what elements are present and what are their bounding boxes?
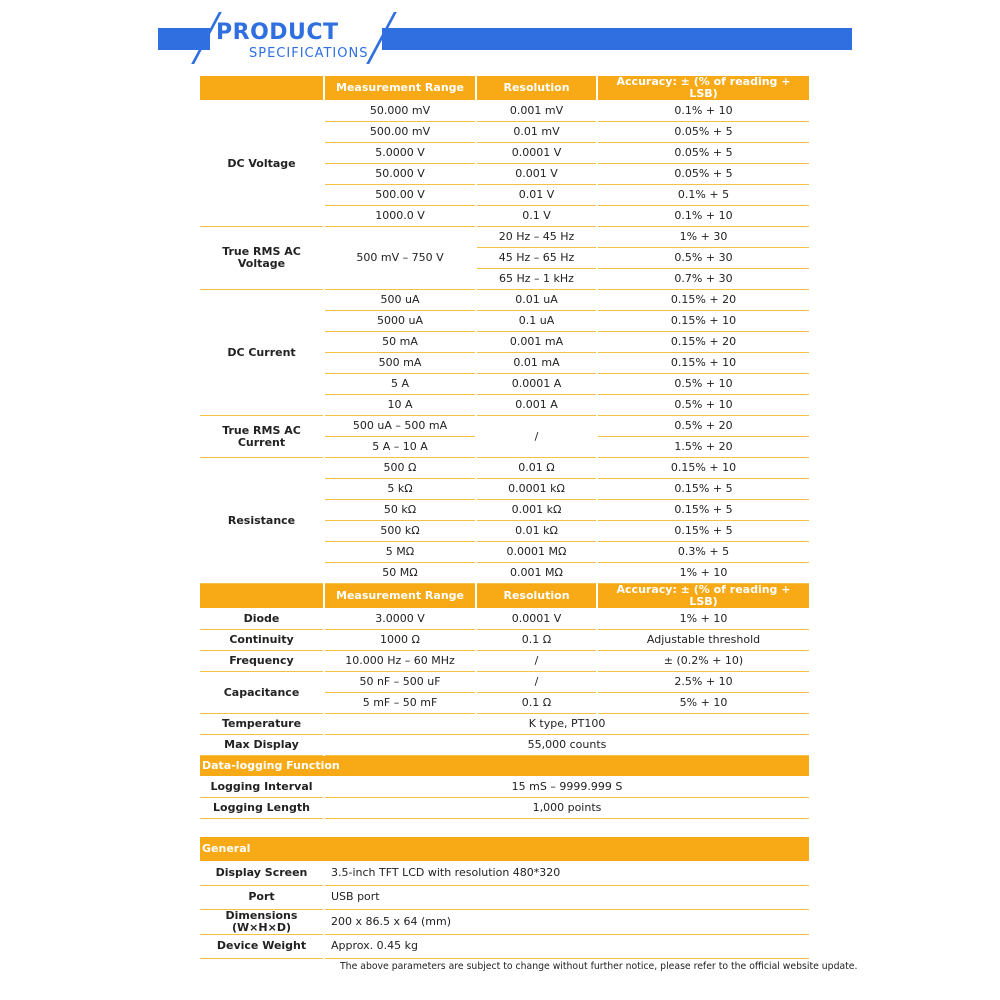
resistance-label: Resistance bbox=[199, 458, 324, 584]
port-value: USB port bbox=[324, 885, 810, 909]
resolution-cell: 0.001 A bbox=[476, 395, 597, 416]
table-row bbox=[199, 227, 810, 248]
resolution-cell: 0.001 mV bbox=[476, 101, 597, 122]
dc-current-label: DC Current bbox=[199, 290, 324, 416]
accuracy-cell: 0.15% + 10 bbox=[597, 311, 810, 332]
display-screen-value: 3.5-inch TFT LCD with resolution 480*320 bbox=[324, 861, 810, 885]
dc-voltage-label: DC Voltage bbox=[199, 101, 324, 227]
table-row bbox=[199, 609, 810, 630]
resolution-cell: 0.001 mA bbox=[476, 332, 597, 353]
resolution-cell: 0.1 uA bbox=[476, 311, 597, 332]
port-label: Port bbox=[199, 885, 324, 909]
range-cell: 10.000 Hz – 60 MHz bbox=[324, 651, 476, 672]
dimensions-label: Dimensions (W×H×D) bbox=[199, 909, 324, 934]
accuracy-cell: 1% + 10 bbox=[597, 609, 810, 630]
general-title: General bbox=[199, 837, 810, 861]
resolution-cell: 0.1 Ω bbox=[476, 693, 597, 714]
resolution-cell: 0.1 Ω bbox=[476, 630, 597, 651]
max-display-label: Max Display bbox=[199, 735, 324, 756]
resolution-cell: 0.0001 A bbox=[476, 374, 597, 395]
frequency-band-cell: 20 Hz – 45 Hz bbox=[476, 227, 597, 248]
accuracy-cell: 1% + 10 bbox=[597, 563, 810, 584]
datalogging-title: Data-logging Function bbox=[199, 756, 810, 777]
accuracy-cell: 0.15% + 20 bbox=[597, 290, 810, 311]
table-row bbox=[199, 934, 810, 958]
accuracy-cell: 0.1% + 5 bbox=[597, 185, 810, 206]
header-accuracy: Accuracy: ± (% of reading + LSB) bbox=[597, 76, 810, 101]
device-weight-value: Approx. 0.45 kg bbox=[324, 934, 810, 958]
accuracy-cell: 2.5% + 10 bbox=[597, 672, 810, 693]
diode-label: Diode bbox=[199, 609, 324, 630]
range-cell: 1000.0 V bbox=[324, 206, 476, 227]
table-row bbox=[199, 909, 810, 934]
header-resolution: Resolution bbox=[476, 584, 597, 609]
frequency-band-cell: 45 Hz – 65 Hz bbox=[476, 248, 597, 269]
table-row bbox=[199, 885, 810, 909]
table-row bbox=[199, 735, 810, 756]
range-cell: 500 uA – 500 mA bbox=[324, 416, 476, 437]
resolution-cell: 0.0001 V bbox=[476, 609, 597, 630]
range-cell: 5000 uA bbox=[324, 311, 476, 332]
table-row bbox=[199, 798, 810, 819]
header-function-cell bbox=[199, 584, 324, 609]
ac-voltage-label: True RMS AC Voltage bbox=[199, 227, 324, 290]
banner-bar-right bbox=[382, 28, 852, 50]
accuracy-cell: Adjustable threshold bbox=[597, 630, 810, 651]
range-cell: 50 nF – 500 uF bbox=[324, 672, 476, 693]
range-cell: 50 mA bbox=[324, 332, 476, 353]
resolution-cell: 0.001 V bbox=[476, 164, 597, 185]
resolution-cell: 0.01 Ω bbox=[476, 458, 597, 479]
temperature-label: Temperature bbox=[199, 714, 324, 735]
accuracy-cell: 0.5% + 10 bbox=[597, 374, 810, 395]
banner-subtitle: SPECIFICATIONS bbox=[249, 46, 369, 61]
resolution-cell: 0.01 mA bbox=[476, 353, 597, 374]
table-row bbox=[199, 630, 810, 651]
range-cell: 500 kΩ bbox=[324, 521, 476, 542]
table-row bbox=[199, 672, 810, 693]
header-accuracy: Accuracy: ± (% of reading + LSB) bbox=[597, 584, 810, 609]
resolution-cell: 0.01 kΩ bbox=[476, 521, 597, 542]
table-row bbox=[199, 458, 810, 479]
resolution-cell: 0.1 V bbox=[476, 206, 597, 227]
accuracy-cell: 0.5% + 30 bbox=[597, 248, 810, 269]
range-cell: 5 A – 10 A bbox=[324, 437, 476, 458]
ac-voltage-range: 500 mV – 750 V bbox=[324, 227, 476, 290]
range-cell: 5 kΩ bbox=[324, 479, 476, 500]
accuracy-cell: 1% + 30 bbox=[597, 227, 810, 248]
header-resolution: Resolution bbox=[476, 76, 597, 101]
resolution-cell: 0.001 kΩ bbox=[476, 500, 597, 521]
range-cell: 5.0000 V bbox=[324, 143, 476, 164]
header-range: Measurement Range bbox=[324, 584, 476, 609]
range-cell: 50.000 mV bbox=[324, 101, 476, 122]
range-cell: 500.00 V bbox=[324, 185, 476, 206]
logging-length-label: Logging Length bbox=[199, 798, 324, 819]
accuracy-cell: 0.05% + 5 bbox=[597, 143, 810, 164]
general-section-header bbox=[199, 837, 810, 861]
range-cell: 10 A bbox=[324, 395, 476, 416]
accuracy-cell: 0.15% + 5 bbox=[597, 521, 810, 542]
resolution-cell: 0.0001 V bbox=[476, 143, 597, 164]
resolution-cell: 0.0001 MΩ bbox=[476, 542, 597, 563]
datalogging-section-header bbox=[199, 756, 810, 777]
accuracy-cell: 0.5% + 10 bbox=[597, 395, 810, 416]
dimensions-value: 200 x 86.5 x 64 (mm) bbox=[324, 909, 810, 934]
range-cell: 1000 Ω bbox=[324, 630, 476, 651]
table-row bbox=[199, 777, 810, 798]
range-cell: 50 kΩ bbox=[324, 500, 476, 521]
resolution-cell: 0.001 MΩ bbox=[476, 563, 597, 584]
device-weight-label: Device Weight bbox=[199, 934, 324, 958]
accuracy-cell: 0.15% + 20 bbox=[597, 332, 810, 353]
accuracy-cell: 5% + 10 bbox=[597, 693, 810, 714]
accuracy-cell: 0.1% + 10 bbox=[597, 206, 810, 227]
resolution-cell: 0.01 mV bbox=[476, 122, 597, 143]
table-row bbox=[199, 290, 810, 311]
accuracy-cell: 0.7% + 30 bbox=[597, 269, 810, 290]
range-cell: 5 mF – 50 mF bbox=[324, 693, 476, 714]
accuracy-cell: 0.15% + 5 bbox=[597, 479, 810, 500]
accuracy-cell: 1.5% + 20 bbox=[597, 437, 810, 458]
resolution-cell: 0.01 V bbox=[476, 185, 597, 206]
temperature-value: K type, PT100 bbox=[324, 714, 810, 735]
table-row bbox=[199, 651, 810, 672]
accuracy-cell: 0.15% + 5 bbox=[597, 500, 810, 521]
general-spec-table bbox=[198, 837, 811, 959]
resolution-cell: / bbox=[476, 672, 597, 693]
table-header-row-2 bbox=[199, 584, 810, 609]
range-cell: 500.00 mV bbox=[324, 122, 476, 143]
range-cell: 500 uA bbox=[324, 290, 476, 311]
range-cell: 500 Ω bbox=[324, 458, 476, 479]
disclaimer-footnote: The above parameters are subject to change without further notice, please refer to the official website update. bbox=[340, 961, 858, 972]
resolution-cell: 0.01 uA bbox=[476, 290, 597, 311]
logging-interval-value: 15 mS – 9999.999 S bbox=[324, 777, 810, 798]
header-range: Measurement Range bbox=[324, 76, 476, 101]
accuracy-cell: 0.3% + 5 bbox=[597, 542, 810, 563]
ac-current-label: True RMS AC Current bbox=[199, 416, 324, 458]
ac-current-resolution: / bbox=[476, 416, 597, 458]
table-row bbox=[199, 101, 810, 122]
logging-length-value: 1,000 points bbox=[324, 798, 810, 819]
accuracy-cell: 0.05% + 5 bbox=[597, 164, 810, 185]
resolution-cell: 0.0001 kΩ bbox=[476, 479, 597, 500]
spec-banner bbox=[0, 0, 1000, 75]
header-function-cell bbox=[199, 76, 324, 101]
logging-interval-label: Logging Interval bbox=[199, 777, 324, 798]
accuracy-cell: 0.5% + 20 bbox=[597, 416, 810, 437]
accuracy-cell: 0.05% + 5 bbox=[597, 122, 810, 143]
resolution-cell: / bbox=[476, 651, 597, 672]
range-cell: 5 MΩ bbox=[324, 542, 476, 563]
accuracy-cell: 0.15% + 10 bbox=[597, 458, 810, 479]
continuity-label: Continuity bbox=[199, 630, 324, 651]
table-header-row bbox=[199, 76, 810, 101]
table-row bbox=[199, 714, 810, 735]
range-cell: 50.000 V bbox=[324, 164, 476, 185]
range-cell: 5 A bbox=[324, 374, 476, 395]
table-row bbox=[199, 416, 810, 437]
range-cell: 50 MΩ bbox=[324, 563, 476, 584]
accuracy-cell: 0.1% + 10 bbox=[597, 101, 810, 122]
measurement-spec-table bbox=[198, 76, 811, 819]
display-screen-label: Display Screen bbox=[199, 861, 324, 885]
banner-title: PRODUCT bbox=[216, 20, 339, 45]
max-display-value: 55,000 counts bbox=[324, 735, 810, 756]
range-cell: 500 mA bbox=[324, 353, 476, 374]
frequency-label: Frequency bbox=[199, 651, 324, 672]
accuracy-cell: ± (0.2% + 10) bbox=[597, 651, 810, 672]
range-cell: 3.0000 V bbox=[324, 609, 476, 630]
accuracy-cell: 0.15% + 10 bbox=[597, 353, 810, 374]
table-row bbox=[199, 861, 810, 885]
capacitance-label: Capacitance bbox=[199, 672, 324, 714]
frequency-band-cell: 65 Hz – 1 kHz bbox=[476, 269, 597, 290]
